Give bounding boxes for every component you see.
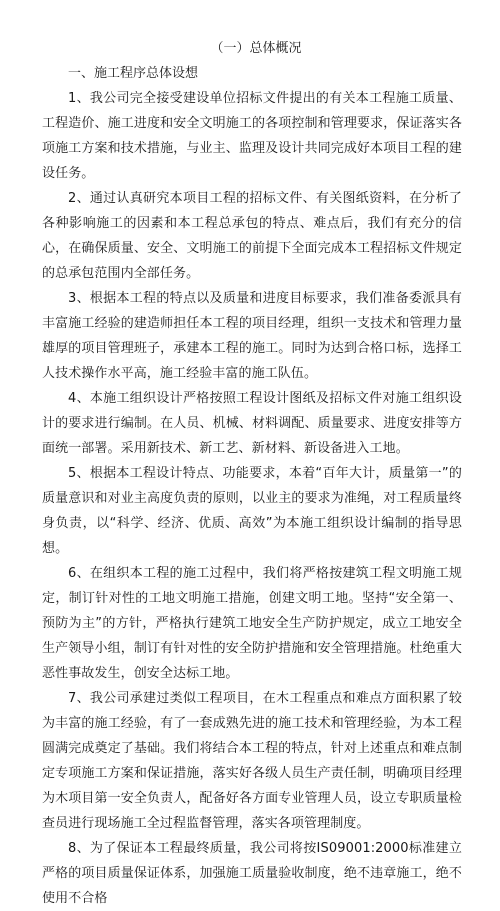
paragraph-3: 3、根据本工程的特点以及质量和进度目标要求，我们准备委派具有丰富施工经验的建造师担任本工程的项目经理，组织一支技术和管理力量雄厚的项目管理班子，承建本工程的施工。同时为达到合格口标，选择工人技术操作水平高，施工经验丰富的施工队伍。 (42, 291, 462, 381)
document-title: （一）总体概况 (210, 41, 302, 56)
paragraph-7: 7、我公司承建过类似工程项目，在木工程重点和难点方面积累了较为丰富的施工经验，有了一套成熟先进的施工技术和管理经验，为本工程圆满完成奠定了基础。我们将结合本工程的特点，针对上述重点和难点制定专项施工方案和保证措施，落实好各级人员生产责任制，明确项目经理为木项目第一安全负责人，配备好各方面专业管理人员，设立专职质量检查员进行现场施工全过程监督管理，落实各项管理制度。 (42, 691, 462, 831)
paragraph-1: 1、我公司完全接受建设单位招标文件提出的有关本工程施工质量、工程造价、施工进度和安全文明施工的各项控制和管理要求，保证落实各项施工方案和技术措施，与业主、监理及设计共同完成好本项目工程的建设任务。 (42, 91, 462, 181)
paragraph-2: 2、通过认真研究本项目工程的招标文件、有关图纸资料，在分析了各种影响施工的因素和本工程总承包的特点、难点后，我们有充分的信心，在确保质量、安全、文明施工的前提下全面完成本工程招标文件规定的总承包范围内全部任务。 (42, 191, 462, 281)
paragraph-5: 5、根据本工程设计特点、功能要求，本着“百年大计，质量第一”的质量意识和对业主高度负责的原则，以业主的要求为准绳，对工程质量终身负责，以“科学、经济、优质、高效”为本施工组织设计编制的指导思想。 (42, 466, 462, 556)
section-heading: 一、施工程序总体设想 (68, 66, 199, 81)
paragraph-8: 8、为了保证本工程最终质量，我公司将按IS09001:2000标准建立严格的项目质量保证体系，加强施工质量验收制度，绝不违章施工，绝不使用不合格 (42, 841, 462, 906)
paragraph-6: 6、在组织本工程的施工过程中，我们将严格按建筑工程文明施工规定，制订针对性的工地文明施工措施，创建文明工地。坚持“安全第一、预防为主”的方针，严格执行建筑工地安全生产防护规定，成立工地安全生产领导小组，制订有针对性的安全防护措施和安全管理措施。杜绝重大恶性事故发生，创安全达标工地。 (42, 566, 462, 681)
paragraph-4: 4、本施工组织设计严格按照工程设计图纸及招标文件对施工组织设计的要求进行编制。在人员、机械、材料调配、质量要求、进度安排等方面统一部署。采用新技术、新工艺、新材料、新设备进入工地。 (42, 391, 462, 456)
